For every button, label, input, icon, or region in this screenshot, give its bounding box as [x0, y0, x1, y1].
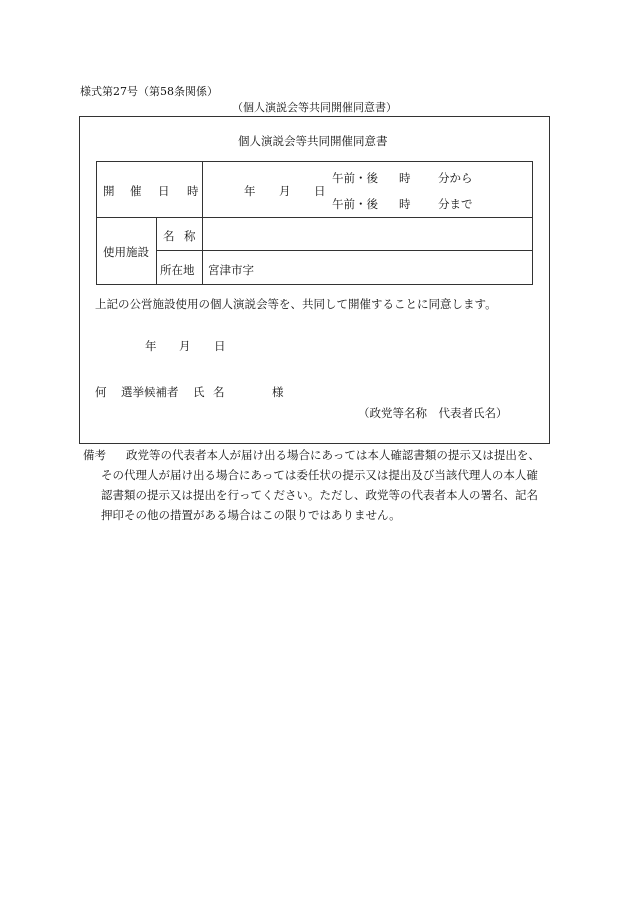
column-divider	[202, 217, 203, 284]
remarks-line: 政党等の代表者本人が届け出る場合にあっては本人確認書類の提示又は提出を、	[126, 448, 540, 462]
row-divider	[97, 217, 532, 218]
consent-statement: 上記の公営施設使用の個人演説会等を、共同して開催することに同意します。	[95, 297, 497, 311]
remarks-line: その代理人が届け出る場合にあっては委任状の提示又は提出及び当該代理人の本人確	[101, 468, 538, 482]
column-divider	[202, 162, 203, 217]
form-title: 個人演説会等共同開催同意書	[238, 134, 388, 148]
form-caption: （個人演説会等共同開催同意書）	[232, 101, 397, 114]
row-divider	[156, 250, 532, 251]
column-divider	[156, 217, 157, 284]
form-number: 様式第27号（第58条関係）	[80, 85, 218, 98]
party-representative: （政党等名称 代表者氏名）	[358, 406, 508, 420]
info-table: 開 催 日 時 年 月 日 午前・後 時 分から 午前・後 時 分まで 使用施設 名 称 所在地 宮津市字	[96, 161, 533, 285]
remarks-label: 備考	[83, 448, 106, 462]
remarks-line: 認書類の提示又は提出を行ってください。ただし、政党等の代表者本人の署名、記名	[101, 488, 538, 502]
remarks-line: 押印その他の措置がある場合はこの限りではありません。	[101, 508, 401, 522]
